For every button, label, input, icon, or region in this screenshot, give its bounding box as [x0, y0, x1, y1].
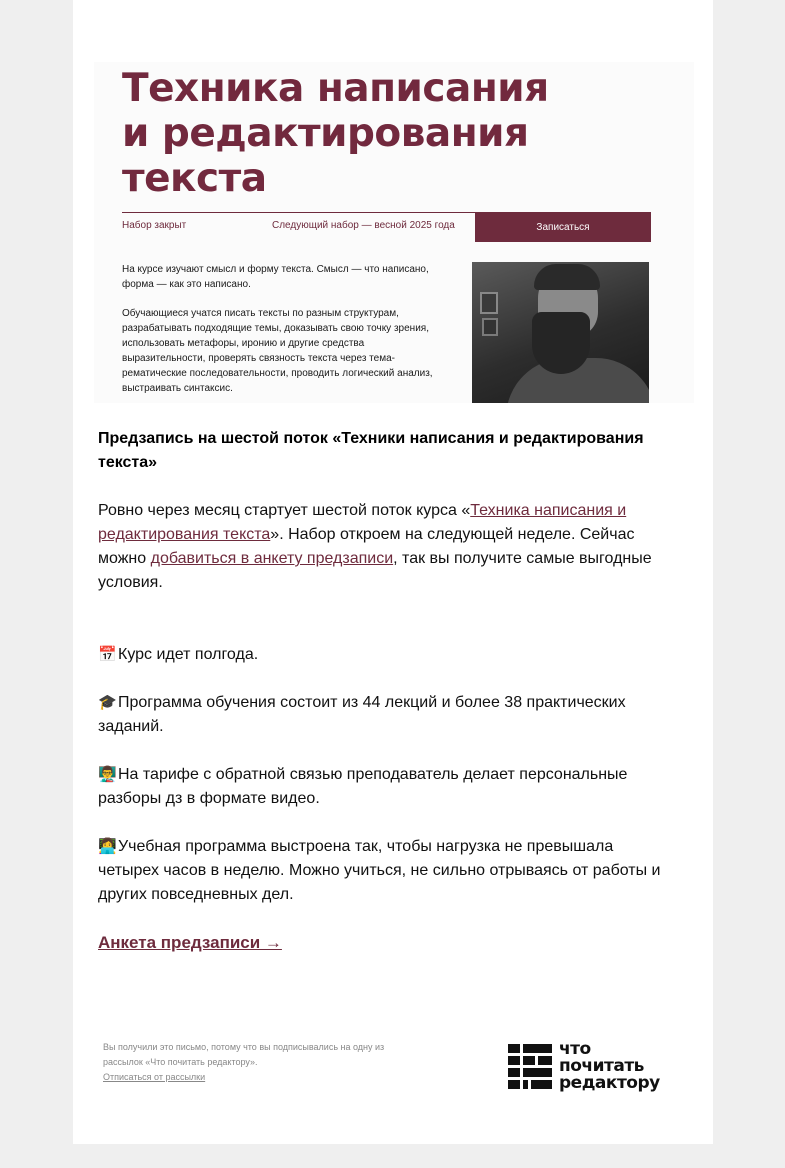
preregistration-link[interactable]: добавиться в анкету предзаписи [150, 550, 394, 567]
bullet-item: 👩‍💻Учебная программа выстроена так, чтобы нагрузка не превышала четырех часов в неделю. Можно учиться, не сильно отрываясь от работы и других повседневных дел. [98, 835, 663, 907]
unsubscribe-link[interactable]: Отписаться от рассылки [103, 1072, 206, 1082]
course-link[interactable]: Техника написания и редактирования текста [98, 502, 627, 543]
graduation-cap-icon: 🎓 [98, 694, 117, 711]
calendar-icon: 📅 [98, 646, 117, 663]
publisher-logo[interactable] [508, 1041, 688, 1095]
bullet-item: 📅Курс идет полгода. [98, 643, 678, 667]
course-banner[interactable] [94, 62, 694, 403]
status-closed: Набор закрыт [122, 220, 187, 231]
intro-paragraph: Ровно через месяц стартует шестой поток курса «Техника написания и редактирования текста». Набор откроем на следующей неделе. Сейчас можно добавиться в анкету предзаписи, так вы получите самые выгодные условия. [98, 502, 652, 591]
footer-note: Вы получили это письмо, потому что вы подписывались на одну из рассылок «Что почитать редактору». Отписаться от рассылки [103, 1040, 403, 1085]
preregistration-cta-link[interactable]: Анкета предзаписи → [98, 933, 282, 952]
signup-button[interactable]: Записаться [475, 213, 651, 242]
banner-title: Техника написания и редактирования текста [122, 66, 549, 201]
teacher-icon: 👨‍🏫 [98, 766, 117, 783]
email-heading: Предзапись на шестой поток «Техники написания и редактирования текста» [98, 430, 644, 471]
bullet-item: 🎓Программа обучения состоит из 44 лекций и более 38 практических заданий. [98, 691, 658, 739]
status-next: Следующий набор — весной 2025 года [272, 220, 455, 231]
email-sheet [73, 0, 713, 1144]
student-laptop-icon: 👩‍💻 [98, 838, 117, 855]
logo-mark-icon [508, 1044, 552, 1090]
logo-text: что почитать редактору [559, 1039, 660, 1093]
banner-description: На курсе изучают смысл и форму текста. Смысл — что написано, форма — как это написано. Обучающиеся учатся писать тексты по разным структурам, разрабатывать подходящие темы, доказывать свою точку зрения, использовать метафоры, иронию и другие средства выразительности, проверять связность текста через тема-рематические последовательности, проводить логический анализ, выстраивать синтаксис. [122, 264, 433, 394]
banner-status-bar [122, 212, 651, 242]
teacher-photo [472, 262, 649, 403]
bullet-item: 👨‍🏫На тарифе с обратной связью преподаватель делает персональные разборы дз в формате видео. [98, 763, 658, 811]
